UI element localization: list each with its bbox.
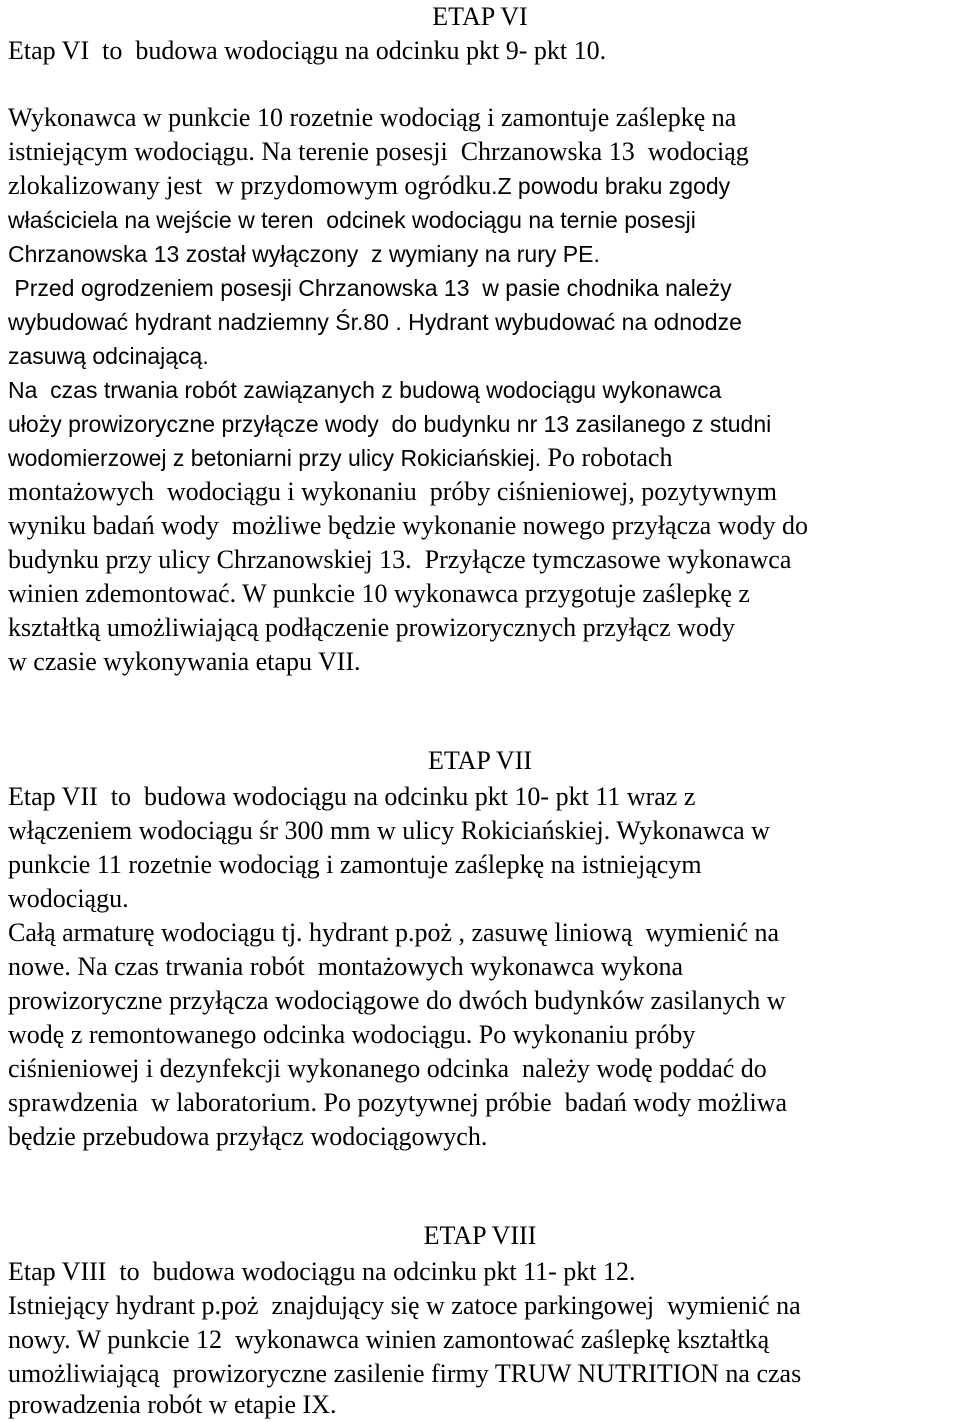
text-span: winien zdemontować. (8, 579, 237, 608)
section-heading-etap-viii: ETAP VIII (423, 1221, 537, 1250)
text-line: wybudować hydrant nadziemny Śr.80 . Hydrant wybudować na odnodze (8, 309, 742, 335)
text-span: Po robotach (541, 443, 673, 472)
text-line (8, 814, 770, 848)
text-line (8, 169, 730, 203)
text-line (8, 577, 750, 611)
text-span: Wykonawca w (610, 816, 770, 845)
text-line: właściciela na wejście w teren odcinek wodociągu na ternie posesji (8, 207, 696, 233)
text-line: umożliwiającą prowizoryczne zasilenie firmy TRUW NUTRITION na czas (8, 1359, 802, 1388)
text-line: Całą armaturę wodociągu tj. hydrant p.poż , zasuwę liniową wymienić na (8, 918, 780, 947)
text-span: nowe. (8, 952, 71, 981)
text-span: zlokalizowany jest w przydomowym ogródku (8, 171, 492, 200)
text-line: w czasie wykonywania etapu VII. (8, 647, 361, 676)
text-line: Przed ogrodzeniem posesji Chrzanowska 13 w pasie chodnika należy (8, 275, 732, 301)
text-line: budynku przy ulicy Chrzanowskiej 13. Przyłącze tymczasowe wykonawca (8, 545, 792, 574)
text-line: Chrzanowska 13 został wyłączony z wymiany na rury PE. (8, 241, 600, 267)
text-line: sprawdzenia w laboratorium. Po pozytywnej próbie badań wody możliwa (8, 1088, 788, 1117)
text-span: wodomierzowej z betoniarni przy ulicy Rokiciańskiej. (8, 445, 542, 471)
section-heading-etap-vii: ETAP VII (427, 746, 533, 775)
text-line: zasuwą odcinającą. (8, 343, 209, 369)
text-line: ułoży prowizoryczne przyłącze wody do budynku nr 13 zasilanego z studni (8, 411, 772, 437)
text-span: .Z powodu braku zgody (491, 173, 731, 199)
text-line: Etap VIII to budowa wodociągu na odcinku pkt 11- pkt 12. (8, 1257, 636, 1286)
text-span: W punkcie 10 wykonawca przygotuje zaślepkę z (236, 579, 750, 608)
text-line: ciśnieniowej i dezynfekcji wykonanego odcinka należy wodę poddać do (8, 1054, 767, 1083)
text-line: Etap VI to budowa wodociągu na odcinku pkt 9- pkt 10. (8, 36, 607, 65)
text-line: wodę z remontowanego odcinka wodociągu. Po wykonaniu próby (8, 1020, 696, 1049)
text-line: będzie przebudowa przyłącz wodociągowych. (8, 1122, 488, 1151)
text-line: Etap VII to budowa wodociągu na odcinku pkt 10- pkt 11 wraz z (8, 782, 696, 811)
text-line: istniejącym wodociągu. Na terenie posesji Chrzanowska 13 wodociąg (8, 137, 749, 166)
text-span: Na czas trwania robót montażowych wykonawca wykona (70, 952, 684, 981)
text-line: kształtką umożliwiającą podłączenie prowizorycznych przyłącz wody (8, 613, 735, 642)
text-line (8, 950, 683, 984)
text-line: punkcie 11 rozetnie wodociąg i zamontuje zaślepkę na istniejącym (8, 850, 702, 879)
text-line: Na czas trwania robót zawiązanych z budową wodociągu wykonawca (8, 377, 722, 403)
text-line: prowadzenia robót w etapie IX. (8, 1390, 337, 1419)
text-line: wyniku badań wody możliwe będzie wykonanie nowego przyłącza wody do (8, 511, 808, 540)
text-line: Istniejący hydrant p.poż znajdujący się w zatoce parkingowej wymienić na (8, 1291, 801, 1320)
text-line: prowizoryczne przyłącza wodociągowe do dwóch budynków zasilanych w (8, 986, 786, 1015)
section-heading-etap-vi: ETAP VI (432, 2, 528, 31)
text-line: wodociągu. (8, 884, 129, 913)
text-line: Wykonawca w punkcie 10 rozetnie wodociąg i zamontuje zaślepkę na (8, 103, 737, 132)
text-line: montażowych wodociągu i wykonaniu próby ciśnieniowej, pozytywnym (8, 477, 778, 506)
text-span: włączeniem wodociągu śr 300 mm w ulicy Rokiciańskiej. (8, 816, 611, 845)
text-line: nowy. W punkcie 12 wykonawca winien zamontować zaślepkę kształtką (8, 1325, 770, 1354)
text-line (8, 441, 672, 475)
